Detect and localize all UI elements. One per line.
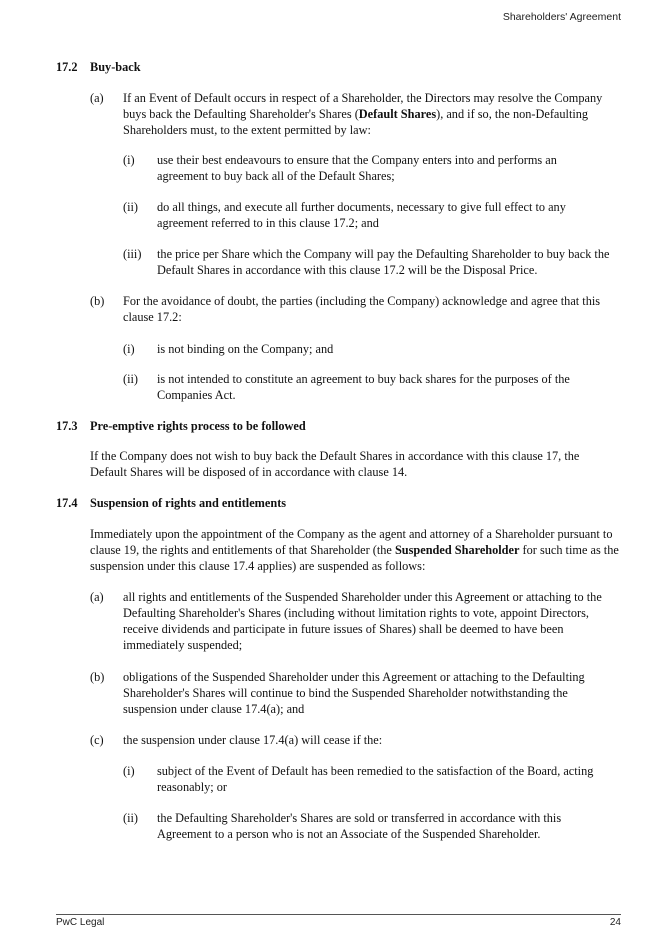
clause-17-2-a-i-text: use their best endeavours to ensure that the Company enters into and performs an agreement to buy back all of the Default Shares; bbox=[157, 153, 557, 183]
clause-17-4-intro: Immediately upon the appointment of the Company as the agent and attorney of a Shareholder pursuant to clause 19, the rights and entitlements of that Shareholder (the Suspended Shareholder for such time as the suspension under this clause 17.4 applies) are suspended as follows: bbox=[90, 527, 619, 573]
footer-firm-name: PwC Legal bbox=[56, 917, 105, 928]
clause-17-3-number: 17.3 bbox=[56, 419, 78, 433]
clause-17-2-heading: Buy-back bbox=[90, 60, 141, 74]
clause-17-2-a-ii-label: (ii) bbox=[123, 200, 139, 214]
defined-term-default-shares: Default Shares bbox=[358, 107, 437, 121]
clause-17-4-c-text: the suspension under clause 17.4(a) will cease if the: bbox=[123, 733, 383, 747]
footer-divider bbox=[56, 914, 621, 915]
clause-17-3-text: If the Company does not wish to buy back the Default Shares in accordance with this clause 17, the Default Shares will be disposed of in accordance with clause 14. bbox=[90, 449, 580, 479]
running-header: Shareholders' Agreement bbox=[502, 11, 621, 23]
clause-17-4-c-label: (c) bbox=[90, 733, 104, 747]
clause-17-4-heading: Suspension of rights and entitlements bbox=[90, 496, 287, 510]
clause-17-3-heading: Pre-emptive rights process to be followed bbox=[90, 419, 306, 433]
clause-17-4-b-label: (b) bbox=[90, 670, 105, 684]
clause-17-4-c-ii-label: (ii) bbox=[123, 811, 139, 825]
clause-17-2-b-ii-text: is not intended to constitute an agreement to buy back shares for the purposes of the Companies Act. bbox=[157, 372, 570, 402]
clause-17-4-c-ii-text: the Defaulting Shareholder's Shares are sold or transferred in accordance with this Agreement to a person who is not an Associate of the Suspended Shareholder. bbox=[157, 811, 562, 841]
page-number: 24 bbox=[609, 917, 621, 928]
clause-17-4-a-text: all rights and entitlements of the Suspended Shareholder under this Agreement or attaching to the Defaulting Shareholder's Shares (including without limitation rights to vote, appoint Directors, receive dividends and participate in future issues of Shares) shall be deemed to have been immediately suspended; bbox=[123, 590, 602, 652]
clause-17-2-a-label: (a) bbox=[90, 91, 104, 105]
clause-17-2-a-ii-text: do all things, and execute all further documents, necessary to give full effect to any agreement referred to in this clause 17.2; and bbox=[157, 200, 566, 230]
clause-17-2-number: 17.2 bbox=[56, 60, 78, 74]
clause-17-4-c-i-text: subject of the Event of Default has been remedied to the satisfaction of the Board, acting reasonably; or bbox=[157, 764, 594, 794]
clause-17-2-a-i-label: (i) bbox=[123, 153, 135, 167]
clause-17-2-b-label: (b) bbox=[90, 294, 105, 308]
clause-17-2-b-ii-label: (ii) bbox=[123, 372, 139, 386]
defined-term-suspended-shareholder: Suspended Shareholder bbox=[394, 543, 520, 557]
clause-17-2-a-text: If an Event of Default occurs in respect of a Shareholder, the Directors may resolve the Company buys back the Defaulting Shareholder's Shares (Default Shares), and if so, the non-Defaulting Shareholders must, to the extent permitted by law: bbox=[123, 91, 603, 137]
clause-17-4-c-i-label: (i) bbox=[123, 764, 135, 778]
clause-17-4-b-text: obligations of the Suspended Shareholder under this Agreement or attaching to the Defaulting Shareholder's Shares will continue to bind the Suspended Shareholder notwithstanding the suspension under clause 17.4(a); and bbox=[123, 670, 585, 716]
clause-17-2-a-iii-label: (iii) bbox=[123, 247, 142, 261]
clause-17-2-b-i-label: (i) bbox=[123, 342, 135, 356]
clause-17-2-b-i-text: is not binding on the Company; and bbox=[157, 342, 334, 356]
clause-17-2-b-text: For the avoidance of doubt, the parties (including the Company) acknowledge and agree that this clause 17.2: bbox=[123, 294, 601, 324]
clause-17-4-a-label: (a) bbox=[90, 590, 104, 604]
clause-17-2-a-iii-text: the price per Share which the Company will pay the Defaulting Shareholder to buy back the Default Shares in accordance with this clause 17.2 will be the Disposal Price. bbox=[157, 247, 610, 277]
clause-17-4-number: 17.4 bbox=[56, 496, 78, 510]
